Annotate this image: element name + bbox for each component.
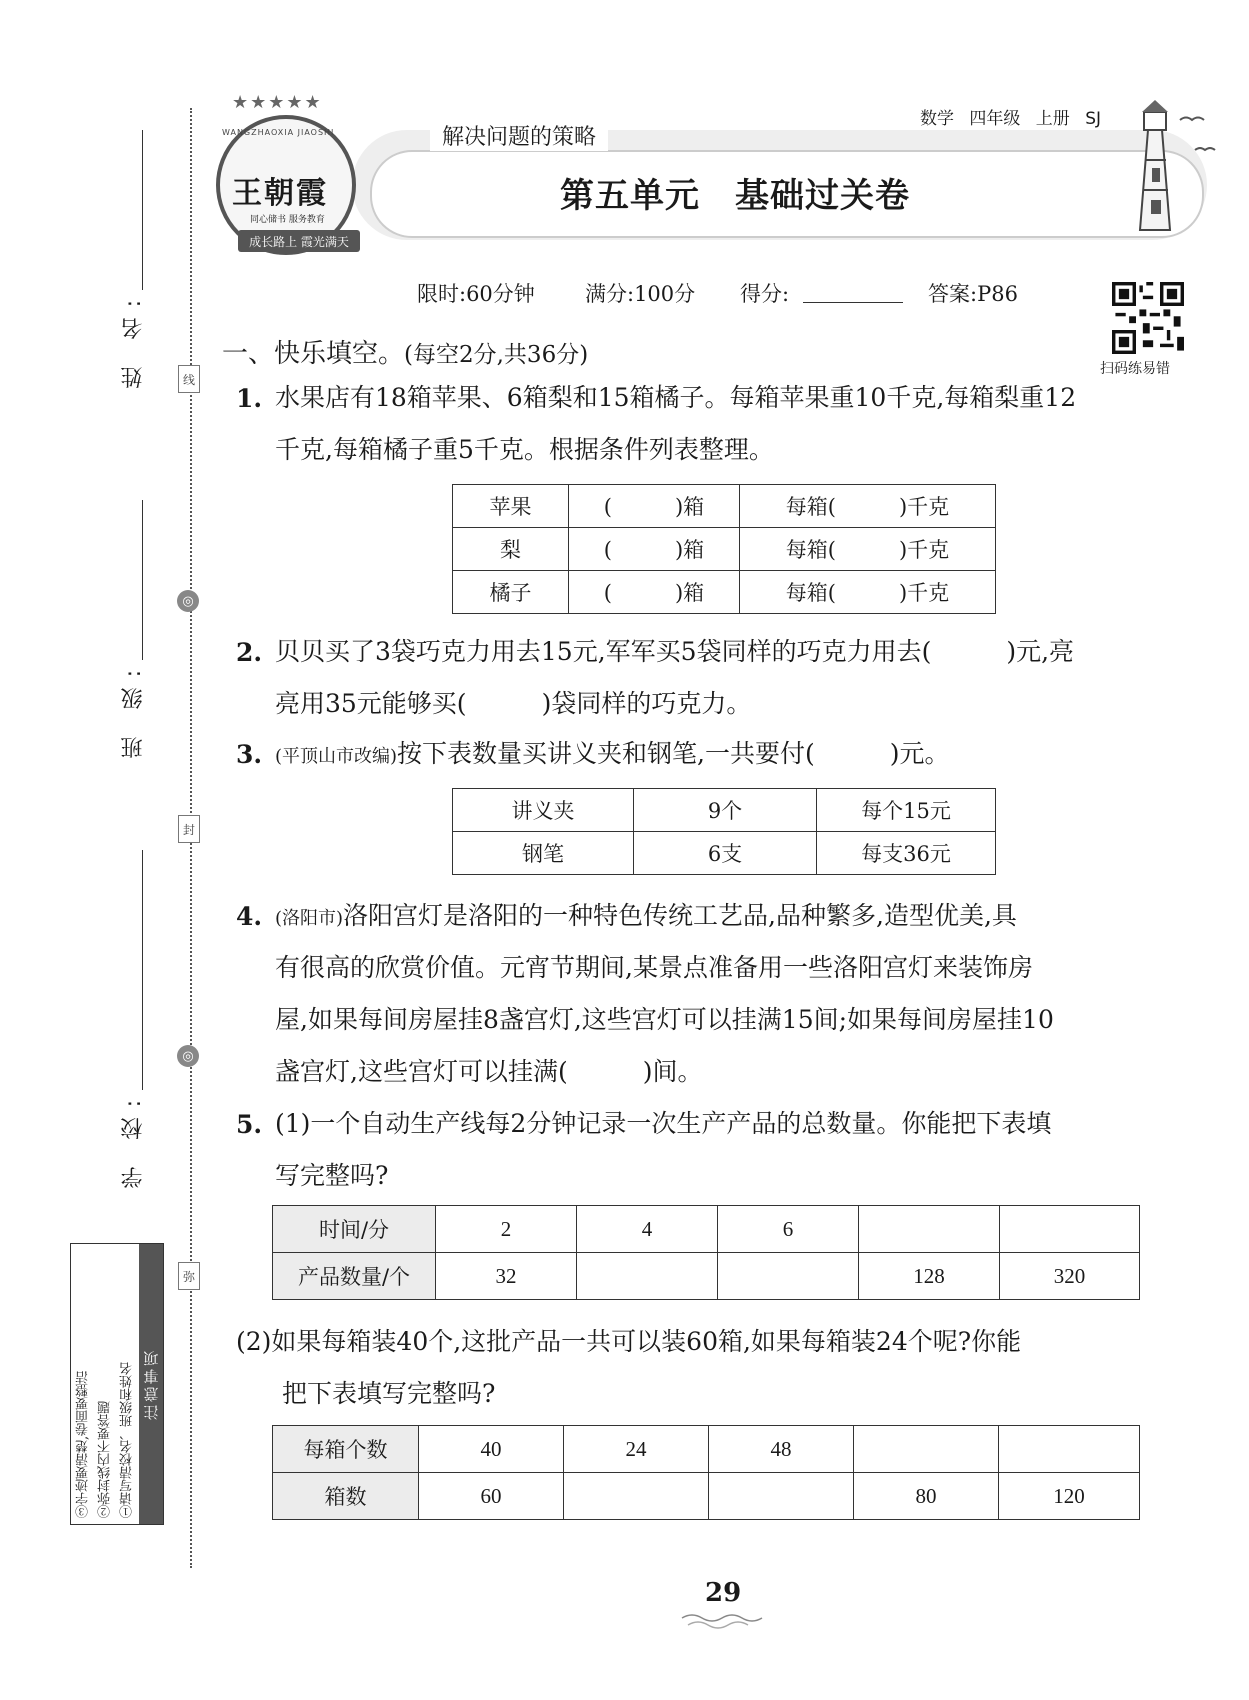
table-row xyxy=(273,1206,1140,1253)
table-cell: 128 xyxy=(859,1253,1000,1300)
table-row xyxy=(453,485,996,528)
q5-table2 xyxy=(272,1425,1140,1520)
table-header-cell: 箱数 xyxy=(273,1473,419,1520)
answer-cell[interactable] xyxy=(854,1426,999,1473)
question-number: 4. xyxy=(236,902,263,931)
score-label: 得分: xyxy=(740,282,790,306)
answer-cell[interactable] xyxy=(718,1253,859,1300)
q5-part2-line2: 把下表填写完整吗? xyxy=(282,1379,496,1408)
q3-line xyxy=(275,728,950,783)
table-row xyxy=(453,789,996,832)
school-underline[interactable] xyxy=(142,850,143,1090)
qr-caption: 扫码练易错 xyxy=(1100,361,1170,377)
subject-line: 数学 四年级 上册 SJ xyxy=(920,109,1102,129)
q4-text: 洛阳宫灯是洛阳的一种特色传统工艺品,品种繁多,造型优美,具 xyxy=(343,901,1017,930)
name-underline[interactable] xyxy=(142,130,143,290)
q4-line1 xyxy=(275,890,1017,945)
topic-title: 解决问题的策略 xyxy=(430,120,608,151)
lighthouse-icon xyxy=(1120,100,1230,240)
q4-line4: 盏宫灯,这些宫灯可以挂满( )间。 xyxy=(275,1057,703,1086)
q5-table1 xyxy=(272,1205,1140,1300)
unit-title: 第五单元 基础过关卷 xyxy=(560,176,910,216)
table-row xyxy=(273,1253,1140,1300)
table-cell: 60 xyxy=(419,1473,564,1520)
mark-seal: 封 xyxy=(178,815,200,843)
answer-cell[interactable]: 每箱( )千克 xyxy=(740,571,996,614)
q1-line1: 水果店有18箱苹果、6箱梨和15箱橘子。每箱苹果重10千克,每箱梨重12 xyxy=(275,383,1077,412)
table-cell: 48 xyxy=(709,1426,854,1473)
q5-part2-line1: (2)如果每箱装40个,这批产品一共可以装60箱,如果每箱装24个呢?你能 xyxy=(236,1327,1022,1356)
q1-line2: 千克,每箱橘子重5千克。根据条件列表整理。 xyxy=(275,435,774,464)
section-hint: (每空2分,共36分) xyxy=(404,342,589,368)
table-cell: 橘子 xyxy=(453,571,569,614)
class-underline[interactable] xyxy=(142,500,143,660)
answer-cell[interactable] xyxy=(709,1473,854,1520)
q1-table xyxy=(452,484,996,614)
table-cell: 梨 xyxy=(453,528,569,571)
table-row xyxy=(273,1473,1140,1520)
q3-table xyxy=(452,788,996,875)
answer-cell[interactable] xyxy=(859,1206,1000,1253)
q5-line1: (1)一个自动生产线每2分钟记录一次生产产品的总数量。你能把下表填 xyxy=(275,1109,1052,1138)
table-cell: 32 xyxy=(436,1253,577,1300)
q2-line1: 贝贝买了3袋巧克力用去15元,军军买5袋同样的巧克力用去( )元,亮 xyxy=(275,637,1075,666)
table-cell: 120 xyxy=(999,1473,1140,1520)
qr-code-icon[interactable] xyxy=(1112,282,1184,354)
q5-line2: 写完整吗? xyxy=(275,1161,389,1190)
table-cell: 320 xyxy=(1000,1253,1140,1300)
notice-title: 注意事项 xyxy=(139,1244,163,1524)
score-blank[interactable] xyxy=(803,302,903,303)
notice-box xyxy=(70,1243,164,1525)
table-cell: 苹果 xyxy=(453,485,569,528)
mark-close: 弥 xyxy=(178,1262,200,1290)
answer-cell[interactable]: ( )箱 xyxy=(569,485,740,528)
table-header-cell: 每箱个数 xyxy=(273,1426,419,1473)
answer-cell[interactable] xyxy=(1000,1206,1140,1253)
notice-item: ③字迹要清楚,卷面要整洁 xyxy=(76,1370,91,1518)
answer-cell[interactable] xyxy=(564,1473,709,1520)
knot-icon: ◎ xyxy=(177,1045,199,1067)
section-title xyxy=(222,333,588,370)
class-label: 班 级: xyxy=(121,660,146,759)
logo-subtitle: 同心储书 服务教育 xyxy=(250,215,325,225)
table-cell: 9个 xyxy=(634,789,817,832)
stars-icon: ★★★★★ xyxy=(232,92,323,113)
table-row xyxy=(453,528,996,571)
question-number: 3. xyxy=(236,740,263,769)
answer-cell[interactable]: 每箱( )千克 xyxy=(740,485,996,528)
question-number: 1. xyxy=(236,384,263,413)
answer-ref: 答案:P86 xyxy=(928,282,1018,306)
answer-cell[interactable]: 每箱( )千克 xyxy=(740,528,996,571)
table-cell: 每支36元 xyxy=(817,832,996,875)
logo-arc-text: WANGZHAOXIA JIAOSHI xyxy=(222,128,335,137)
school-label: 学 校: xyxy=(121,1090,146,1189)
question-number: 2. xyxy=(236,638,263,667)
time-limit: 限时:60分钟 xyxy=(417,282,535,306)
table-header-cell: 产品数量/个 xyxy=(273,1253,436,1300)
q2-line2: 亮用35元能够买( )袋同样的巧克力。 xyxy=(275,689,752,718)
q4-line3: 屋,如果每间房屋挂8盏宫灯,这些宫灯可以挂满15间;如果每间房屋挂10 xyxy=(275,1005,1054,1034)
table-header-cell: 时间/分 xyxy=(273,1206,436,1253)
table-cell: 每个15元 xyxy=(817,789,996,832)
knot-icon: ◎ xyxy=(177,590,199,612)
table-row xyxy=(453,832,996,875)
table-cell: 讲义夹 xyxy=(453,789,634,832)
table-cell: 钢笔 xyxy=(453,832,634,875)
table-cell: 40 xyxy=(419,1426,564,1473)
mark-line: 线 xyxy=(178,365,200,393)
table-row xyxy=(273,1426,1140,1473)
q4-line2: 有很高的欣赏价值。元宵节期间,某景点准备用一些洛阳宫灯来装饰房 xyxy=(275,953,1033,982)
name-label: 姓 名: xyxy=(121,290,146,389)
logo-name: 王朝霞 xyxy=(232,176,328,211)
logo-ribbon: 成长路上 霞光满天 xyxy=(238,230,360,252)
question-number: 5. xyxy=(236,1110,263,1139)
answer-cell[interactable]: ( )箱 xyxy=(569,571,740,614)
q4-source: (洛阳市) xyxy=(275,908,344,929)
wave-ornament-icon xyxy=(680,1610,770,1630)
answer-cell[interactable]: ( )箱 xyxy=(569,528,740,571)
full-score: 满分:100分 xyxy=(585,282,696,306)
q3-text: 按下表数量买讲义夹和钢笔,一共要付( )元。 xyxy=(397,739,950,768)
section-heading: 一、快乐填空。 xyxy=(222,339,405,369)
table-cell: 2 xyxy=(436,1206,577,1253)
notice-item: ②弥封线内不要答题 xyxy=(98,1401,113,1518)
table-cell: 80 xyxy=(854,1473,999,1520)
page-number: 29 xyxy=(705,1578,742,1608)
notice-item: ①请写清校名、班级和姓名 xyxy=(120,1362,135,1518)
table-cell: 4 xyxy=(577,1206,718,1253)
answer-cell[interactable] xyxy=(999,1426,1140,1473)
table-row xyxy=(453,571,996,614)
table-cell: 6支 xyxy=(634,832,817,875)
q3-source: (平顶山市改编) xyxy=(275,746,398,767)
answer-cell[interactable] xyxy=(577,1253,718,1300)
table-cell: 24 xyxy=(564,1426,709,1473)
table-cell: 6 xyxy=(718,1206,859,1253)
